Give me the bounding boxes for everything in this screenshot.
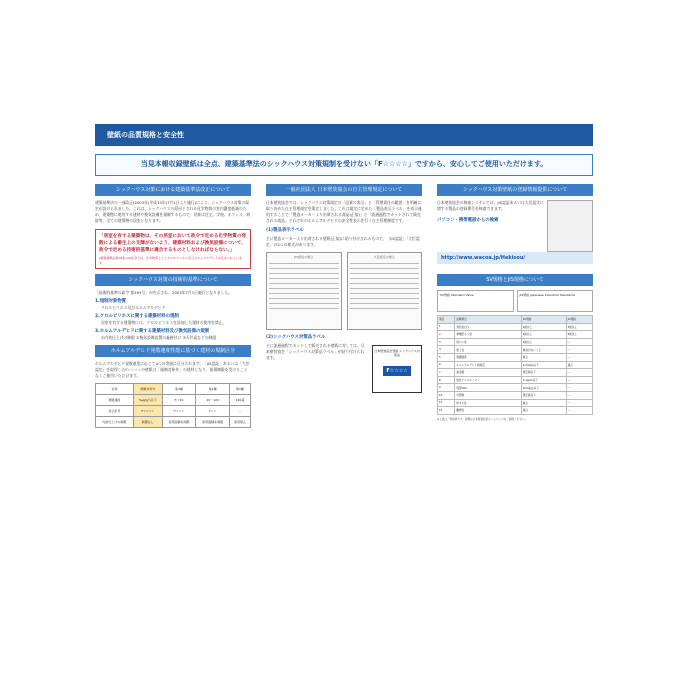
table-cell: —: [566, 338, 592, 346]
list-sub: クロルピリホス及びホルムアルデヒド: [101, 305, 166, 310]
section-head: ホルムアルデヒド発散速度性能に基づく建材の規制区分: [95, 345, 251, 357]
sv-table: [437, 315, 593, 415]
table-cell: 残留VOC: [455, 384, 521, 392]
notice-banner: 当見本帳収録壁紙は全点、建築基準法のシックハウス対策規制を受けない「F☆☆☆☆」ですから、安心してご使用いただけます。: [95, 154, 593, 176]
list-item: 1.規制対象物質: [95, 299, 127, 304]
stamp-mark: F☆☆☆☆: [383, 366, 410, 376]
table-cell: 5: [438, 353, 455, 361]
table-cell: 3: [438, 338, 455, 346]
table-cell: 適合: [566, 361, 592, 369]
table-cell: 試験項目: [455, 316, 521, 324]
table-cell: —: [566, 384, 592, 392]
table-cell: 適合: [521, 407, 566, 415]
column-middle: [266, 184, 422, 393]
table-cell: 規定値以下: [521, 369, 566, 377]
label-item: (2)シックハウス対策品ラベル: [266, 335, 326, 340]
table-cell: 3級以上: [566, 323, 592, 331]
table-row: [438, 323, 593, 331]
table-row: [438, 346, 593, 354]
sv-box: SV規格 Standard Value: [437, 290, 514, 312]
table-cell: 施工性: [455, 346, 521, 354]
pc-caption: パソコン・携帯電話からの検索: [437, 218, 499, 223]
table-cell: JIS規格: [566, 316, 592, 324]
list-item: 2.クロルピリホスに関する建築材料の規制: [95, 314, 179, 319]
table-row: [438, 391, 593, 399]
table-row: 内装仕上げの制限 制限なし 使用面積を制限 使用面積を制限 使用禁止: [96, 417, 251, 428]
table-cell: 可塑剤: [455, 391, 521, 399]
table-cell: 8: [438, 376, 455, 384]
jis-box: JIS規格 Japanese Industrial Standards: [517, 290, 594, 312]
table-row: [438, 384, 593, 392]
table-cell: 湿潤強度: [455, 353, 521, 361]
table-cell: 摩擦堅ろう度: [455, 331, 521, 339]
table-cell: —: [566, 353, 592, 361]
label-item: (1)製品表示ラベル: [266, 228, 304, 233]
table-cell: —: [566, 399, 592, 407]
table-cell: 適合: [521, 353, 566, 361]
column-left: [95, 184, 251, 428]
law-quote: 「居室を有する建築物は、その居室において政令で定める化学物質の発散による衛生上の支障がないよう、建築材料および換気設備について、政令で定める技術的基準に適合するものとしなければならない。」: [99, 234, 247, 253]
table-cell: 10mg/㎡以下: [521, 384, 566, 392]
formaldehyde-table: [95, 383, 251, 428]
section-head: シックハウス対策における建築基準法改正について: [95, 184, 251, 196]
list-item: 3.ホルムアルデヒドに関する建築材料及び換気設備の規制: [95, 329, 210, 334]
body-text: 主に製造メーカーより出荷される壁紙(正規)に貼り付けされるもので、「JIS認証」「大臣認定」の2つの様式があります。: [266, 236, 420, 247]
table-cell: 隠ぺい性: [455, 338, 521, 346]
table-cell: 3級以上: [566, 331, 592, 339]
table-cell: SV規格: [521, 316, 566, 324]
table-cell: —: [566, 376, 592, 384]
section-head: 一般社団法人 日本壁装協会の自主管理規定について: [266, 184, 422, 196]
table-cell: —: [566, 346, 592, 354]
table-row: [438, 407, 593, 415]
body-text: 建築基準法の一部改正(2003年(平成15年)7月1日より施行)により、シックハウス対策の規定が設けられました。これは、シックハウスの原因とされる化学物質の室内濃度低減のため、建築物に使用する建材や換気設備を規制するもので、対象は住宅、学校、オフィス、病院等、全ての建築物の居室となります。: [95, 200, 251, 223]
label-samples: [266, 252, 422, 330]
table-row: [438, 316, 593, 324]
column-right: [437, 184, 593, 422]
table-row: [438, 369, 593, 377]
table-cell: 2: [438, 331, 455, 339]
table-cell: 塩化ビニルモノマー: [455, 376, 521, 384]
table-cell: 9: [438, 384, 455, 392]
table-row: [438, 338, 593, 346]
table-cell: 0.2mg/L以下: [521, 361, 566, 369]
table-row: [438, 399, 593, 407]
section-title: 壁紙の品質規格と安全性: [95, 124, 593, 146]
section-head: シックハウス対策壁紙の登録情報提供について: [437, 184, 593, 196]
table-cell: 6: [438, 361, 455, 369]
table-row: 名称 規制対象外 第3種 第2種 第1種: [96, 384, 251, 395]
table-cell: 防カビ性: [455, 399, 521, 407]
body-text: 「技術的基準の政令 第393号」が告示され、2003年7月1日施行となりました。: [95, 290, 233, 295]
table-cell: —: [566, 369, 592, 377]
catalog-page: [95, 124, 593, 564]
table-cell: 0.1ppm以下: [521, 376, 566, 384]
list-sub: 居室を有する建築物には、クロルピリホスを添加した建材の使用を禁止。: [101, 320, 227, 325]
table-cell: 重金属: [455, 369, 521, 377]
table-cell: 4級以上: [521, 323, 566, 331]
table-cell: 退色性(光): [455, 323, 521, 331]
table-cell: 4級以上: [521, 331, 566, 339]
table-cell: 難燃性: [455, 407, 521, 415]
sick-house-stamp: [372, 345, 422, 393]
label-caption: 大臣認定の場合: [373, 255, 395, 259]
body-text: ホルムアルデヒド発散速度に応じて4つの等級に区分されます。「JIS認証」あるいは「大臣認定」を取得したF☆☆☆☆の壁紙は「規制対象外」の建材となり、面積制限を受けることなくご使用いただけます。: [95, 361, 250, 378]
stamp-title: 日本壁装協会登録 シックハウス対策品: [374, 349, 420, 357]
table-cell: ホルムアルデヒド放散量: [455, 361, 521, 369]
section-head: SV規格とJIS規格について: [437, 274, 593, 286]
search-screenshot: [547, 200, 593, 252]
table-cell: 異常がないこと: [521, 346, 566, 354]
law-note: (建築基準法第28条の2)政令では、化学物質としてクロルピリホス及びホルムアルデヒドが定められています。: [99, 256, 242, 265]
table-row: 発散速度 5μg/㎡h以下 5〜20 20〜120 120超: [96, 395, 251, 406]
table-row: [438, 361, 593, 369]
table-cell: 11: [438, 399, 455, 407]
table-row: 表示記号 F☆☆☆☆ F☆☆☆ F☆☆ —: [96, 406, 251, 417]
standard-boxes: [437, 290, 593, 312]
body-text: 主に流通過程でカットして販売される壁紙に対しては、日本壁装協会「シックハウス対策品ラベル」が貼り付けられます。: [266, 343, 365, 360]
body-text: 日本壁装協会の検索システムでは、JIS認証あるいは大臣認定に関する製品の登録番号を検索できます。: [437, 200, 544, 211]
table-cell: 適合: [521, 399, 566, 407]
table-cell: 規定値以下: [521, 391, 566, 399]
sv-note: ※上表は一部抜粋です。詳細は日本壁装協会ホームページをご参照ください。: [437, 417, 528, 421]
law-quote-box: [95, 229, 251, 269]
table-row: [438, 353, 593, 361]
table-cell: 4級以上: [521, 338, 566, 346]
table-cell: —: [566, 391, 592, 399]
table-row: [438, 331, 593, 339]
table-cell: 1: [438, 323, 455, 331]
list-sub: ①内装仕上げの制限 ②換気設備設置の義務付け ③天井裏などの制限: [101, 335, 217, 340]
table-row: [438, 376, 593, 384]
table-cell: 項目: [438, 316, 455, 324]
table-cell: 12: [438, 407, 455, 415]
section-head: シックハウス対策の技術的基準について: [95, 274, 251, 286]
table-cell: —: [566, 407, 592, 415]
label-sample-minister: [347, 252, 423, 330]
label-sample-jis: [266, 252, 342, 330]
table-cell: 10: [438, 391, 455, 399]
table-cell: 4: [438, 346, 455, 354]
label-caption: JIS認証の場合: [294, 255, 314, 259]
body-text: 日本壁装協会では、シックハウス対策規定の「品質の表示」と「管理責任の範囲」を明確に取り決めた自主管理規定を策定しました。これは規定に定めた「製品表示ラベル」を表示運用することで「製造メーカーより出荷される商品(正規)」と「流通過程でカットされて販売される商品」それぞれのホルムアルデヒドの安全性表示を行う自主管理制度です。: [266, 200, 422, 223]
url-link[interactable]: http://www.wacoa.jp/Hekisou/: [437, 252, 593, 264]
table-cell: 7: [438, 369, 455, 377]
